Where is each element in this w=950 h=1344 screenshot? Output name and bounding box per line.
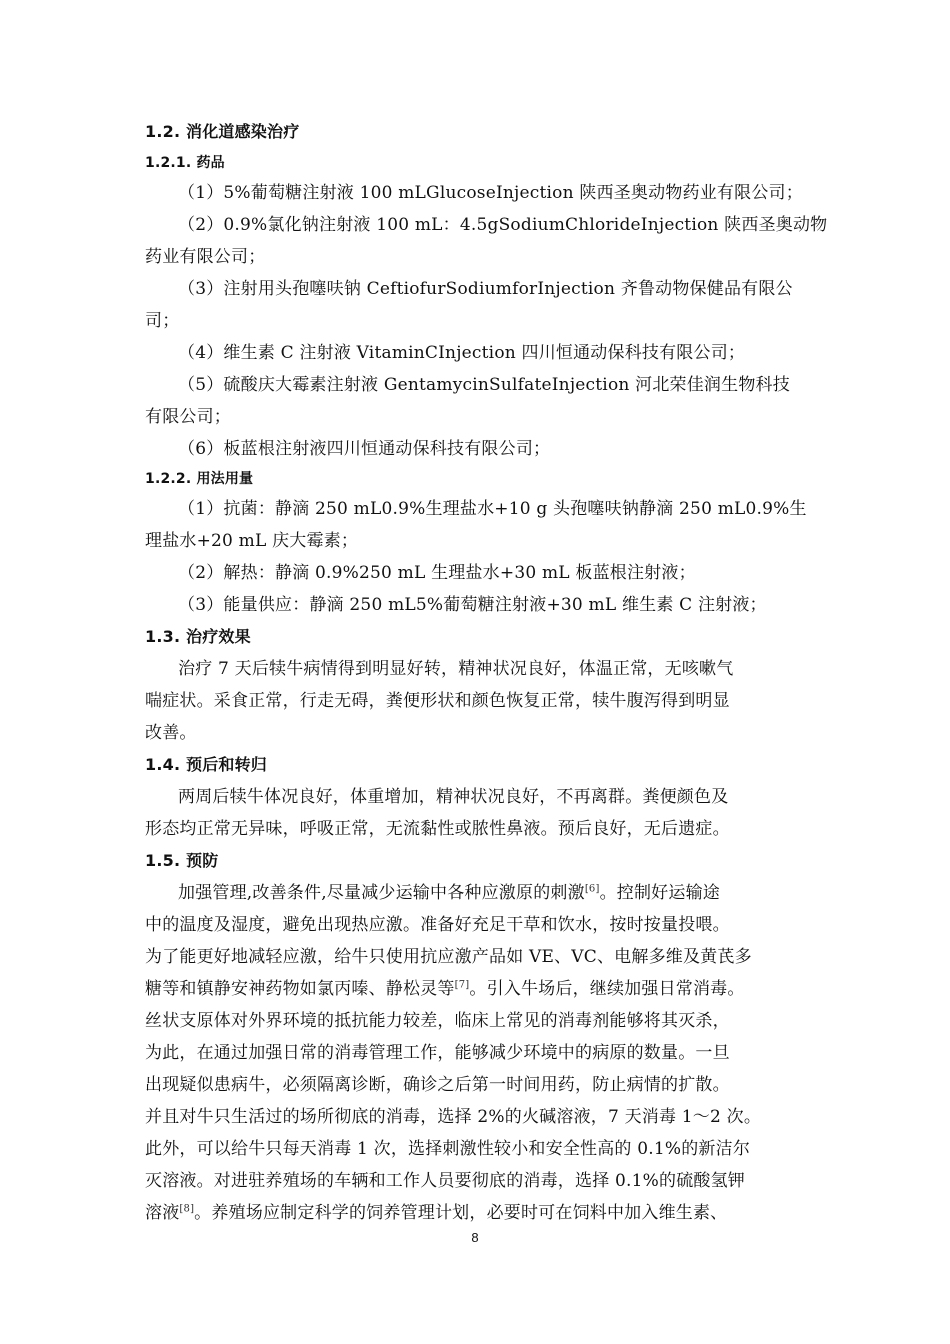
prognosis-line-2: 形态均正常无异味，呼吸正常，无流黏性或脓性鼻液。预后良好，无后遗症。 <box>145 819 730 839</box>
drug-item-6: （6）板蓝根注射液四川恒通动保科技有限公司； <box>178 439 551 459</box>
drug-item-2: （2）0.9%氯化钠注射液 100 mL：4.5gSodiumChlorideInjection 陕西圣奥动物 <box>178 215 828 235</box>
prevention-text: 加强管理,改善条件,尽量减少运输中各种应激原的刺激 <box>178 883 585 903</box>
usage-item-1-cont: 理盐水+20 mL 庆大霉素； <box>145 531 359 551</box>
section-heading-1-2: 1.2. 消化道感染治疗 <box>145 122 300 141</box>
section-heading-1-3: 1.3. 治疗效果 <box>145 627 251 646</box>
prevention-text: 。控制好运输途 <box>599 883 720 903</box>
prevention-line-5: 丝状支原体对外界环境的抵抗能力较差，临床上常见的消毒剂能够将其灭杀， <box>145 1011 730 1031</box>
page-number: 8 <box>471 1230 479 1245</box>
prevention-line-10: 灭溶液。对进驻养殖场的车辆和工作人员要彻底的消毒，选择 0.1%的硫酸氢钾 <box>145 1171 745 1191</box>
citation-7: [7] <box>454 979 470 991</box>
prevention-text: 糖等和镇静安神药物如氯丙嗪、静松灵等 <box>145 979 455 999</box>
drug-item-1: （1）5%葡萄糖注射液 100 mLGlucoseInjection 陕西圣奥动物药业有限公司； <box>178 183 803 203</box>
prevention-text: 。引入牛场后，继续加强日常消毒。 <box>469 979 745 999</box>
prevention-line-9: 此外，可以给牛只每天消毒 1 次，选择刺激性较小和安全性高的 0.1%的新洁尔 <box>145 1139 751 1159</box>
effect-line-3: 改善。 <box>145 723 197 743</box>
usage-item-3: （3）能量供应：静滴 250 mL5%葡萄糖注射液+30 mL 维生素 C 注射液； <box>178 595 767 615</box>
drug-item-3: （3）注射用头孢噻呋钠 CeftiofurSodiumforInjection 齐鲁动物保健品有限公 <box>178 279 793 299</box>
prevention-line-3: 为了能更好地减轻应激，给牛只使用抗应激产品如 VE、VC、电解多维及黄芪多 <box>145 947 752 967</box>
citation-6: [6] <box>584 883 600 895</box>
prevention-line-2: 中的温度及湿度，避免出现热应激。准备好充足干草和饮水，按时按量投喂。 <box>145 915 730 935</box>
drug-item-5-cont: 有限公司； <box>145 407 231 427</box>
drug-item-2-cont: 药业有限公司； <box>145 247 266 267</box>
prevention-line-1 <box>178 883 720 903</box>
prevention-line-11 <box>145 1203 727 1223</box>
drug-item-5: （5）硫酸庆大霉素注射液 GentamycinSulfateInjection 河北荣佳润生物科技 <box>178 375 790 395</box>
usage-item-1: （1）抗菌：静滴 250 mL0.9%生理盐水+10 g 头孢噻呋钠静滴 250 mL0.9%生 <box>178 499 807 519</box>
section-heading-1-2-2: 1.2.2. 用法用量 <box>145 471 254 487</box>
usage-item-2: （2）解热：静滴 0.9%250 mL 生理盐水+30 mL 板蓝根注射液； <box>178 563 696 583</box>
prevention-text: 。养殖场应制定科学的饲养管理计划，必要时可在饲料中加入维生素、 <box>194 1203 728 1223</box>
drug-item-3-cont: 司； <box>145 311 180 331</box>
prognosis-line-1: 两周后犊牛体况良好，体重增加，精神状况良好，不再离群。粪便颜色及 <box>178 787 729 807</box>
effect-line-1: 治疗 7 天后犊牛病情得到明显好转，精神状况良好，体温正常，无咳嗽气 <box>178 659 734 679</box>
section-heading-1-5: 1.5. 预防 <box>145 851 219 870</box>
drug-item-4: （4）维生素 C 注射液 VitaminCInjection 四川恒通动保科技有限公司； <box>178 343 746 363</box>
section-heading-1-4: 1.4. 预后和转归 <box>145 755 267 774</box>
prevention-line-6: 为此，在通过加强日常的消毒管理工作，能够减少环境中的病原的数量。一旦 <box>145 1043 730 1063</box>
prevention-text: 溶液 <box>145 1203 180 1223</box>
citation-8: [8] <box>179 1203 195 1215</box>
effect-line-2: 喘症状。采食正常，行走无碍，粪便形状和颜色恢复正常，犊牛腹泻得到明显 <box>145 691 730 711</box>
prevention-line-8: 并且对牛只生活过的场所彻底的消毒，选择 2%的火碱溶液，7 天消毒 1～2 次。 <box>145 1107 762 1127</box>
section-heading-1-2-1: 1.2.1. 药品 <box>145 155 225 171</box>
prevention-line-7: 出现疑似患病牛，必须隔离诊断，确诊之后第一时间用药，防止病情的扩散。 <box>145 1075 730 1095</box>
prevention-line-4 <box>145 979 745 999</box>
